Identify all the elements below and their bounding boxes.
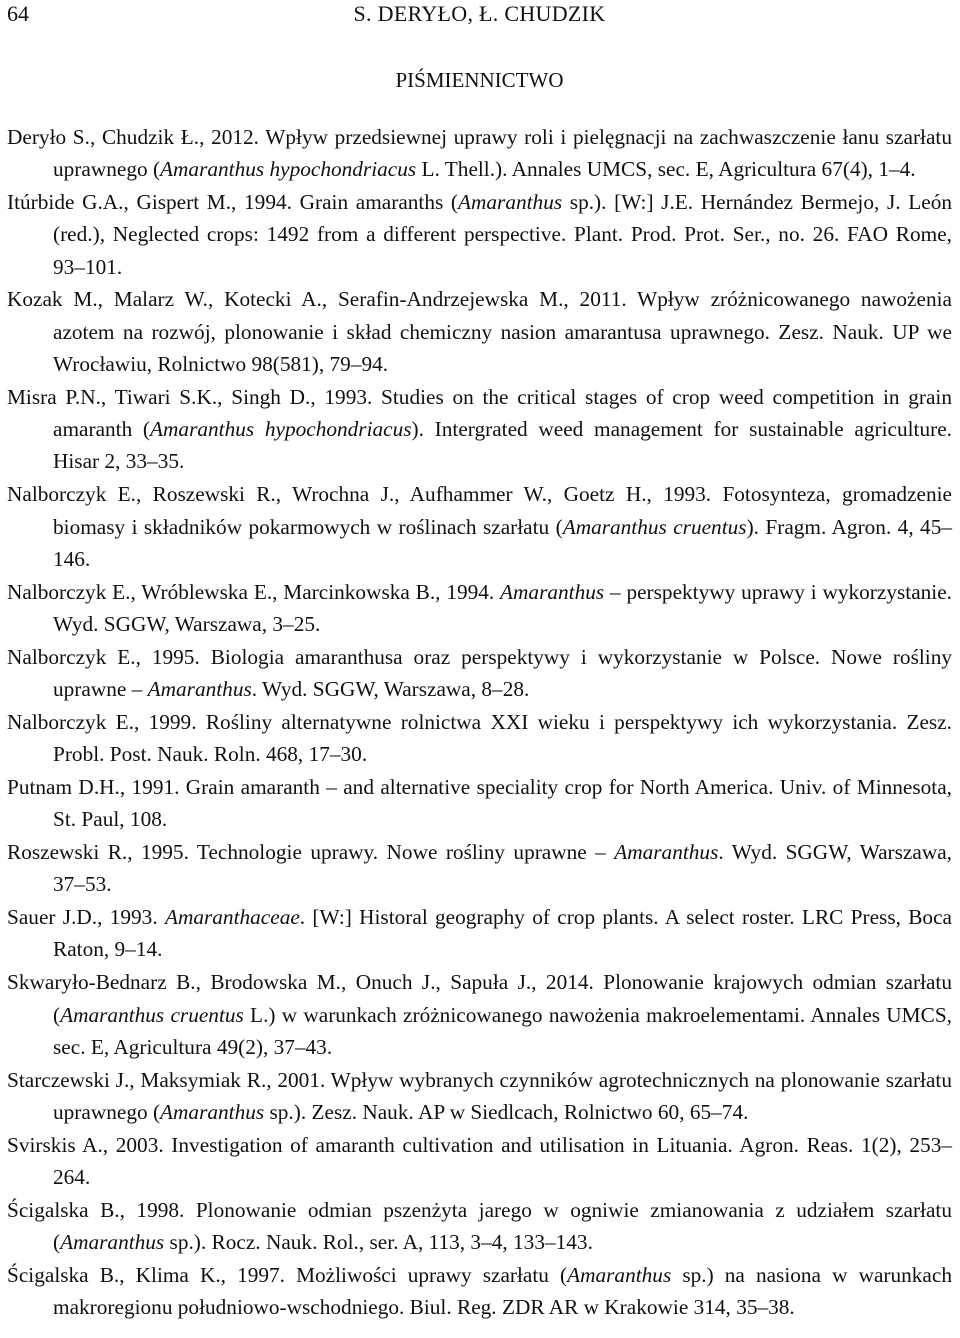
reference-italic-text: Amaranthus <box>614 840 719 865</box>
reference-text: Nalborczyk E., 1999. Rośliny alternatywne rolnictwa XXI wieku i perspektywy ich wykorzystania. Zesz. Probl. Post. Nauk. Roln. 468, 17–30. <box>7 709 952 767</box>
reference-italic-text: Amaranthus hypochondriacus <box>150 417 412 442</box>
reference-italic-text: Amaranthus <box>500 579 605 604</box>
reference-text: Kozak M., Malarz W., Kotecki A., Serafin-Andrzejewska M., 2011. Wpływ zróżnicowanego nawożenia azotem na rozwój, plonowanie i skład chemiczny nasion amarantusa uprawnego. Zesz. Nauk. UP we Wrocławiu, Rolnictwo 98(581), 79–94. <box>7 287 952 377</box>
reference-entry <box>7 901 952 966</box>
reference-text: Ścigalska B., Klima K., 1997. Możliwości uprawy szarłatu ( <box>7 1262 568 1287</box>
reference-entry <box>7 381 952 478</box>
reference-text: sp.). Zesz. Nauk. AP w Siedlcach, Rolnictwo 60, 65–74. <box>264 1099 749 1124</box>
reference-italic-text: Amaranthaceae <box>164 905 300 930</box>
reference-italic-text: Amaranthus <box>160 1099 265 1124</box>
reference-entry <box>7 1194 952 1259</box>
reference-text: Nalborczyk E., 1995. Biologia amaranthusa oraz perspektywy i wykorzystanie w Polsce. Nowe rośliny uprawne – <box>7 644 952 702</box>
reference-text: – perspektywy uprawy i wykorzystanie. Wyd. SGGW, Warszawa, 3–25. <box>53 579 952 636</box>
reference-entry <box>7 966 952 1063</box>
reference-italic-text: Amaranthus <box>458 190 563 215</box>
reference-text: Misra P.N., Tiwari S.K., Singh D., 1993. Studies on the critical stages of crop weed competition in grain amaranth ( <box>7 384 952 442</box>
reference-text: ). Intergrated weed management for sustainable agriculture. Hisar 2, 33–35. <box>53 417 952 474</box>
reference-entry <box>7 706 952 771</box>
reference-entry <box>7 576 952 641</box>
reference-text: Nalborczyk E., Wróblewska E., Marcinkowska B., 1994. <box>7 579 501 604</box>
reference-text: Starczewski J., Maksymiak R., 2001. Wpływ wybranych czynników agrotechnicznych na plonowanie szarłatu uprawnego ( <box>7 1067 952 1124</box>
reference-entry <box>7 283 952 380</box>
section-title: PIŚMIENNICTWO <box>395 68 564 92</box>
running-header <box>7 0 952 37</box>
reference-text: Deryło S., Chudzik Ł., 2012. Wpływ przedsiewnej uprawy roli i pielęgnacji na zachwaszczenie łanu szarłatu uprawnego ( <box>7 125 952 182</box>
reference-text: L.) w warunkach zróżnicowanego nawożenia makroelementami. Annales UMCS, sec. E, Agricultura 49(2), 37–43. <box>53 1002 952 1059</box>
reference-text: ). Fragm. Agron. 4, 45–146. <box>53 514 952 571</box>
reference-text: Svirskis A., 2003. Investigation of amaranth cultivation and utilisation in Lituania. Agron. Reas. 1(2), 253–264. <box>7 1132 952 1189</box>
reference-text: Putnam D.H., 1991. Grain amaranth – and alternative speciality crop for North America. Univ. of Minnesota, St. Paul, 108. <box>7 774 952 832</box>
running-title: S. DERYŁO, Ł. CHUDZIK <box>353 1 606 26</box>
page-number: 64 <box>7 1 29 26</box>
reference-text: . Wyd. SGGW, Warszawa, 8–28. <box>251 677 530 702</box>
reference-entry <box>7 641 952 706</box>
reference-text: Nalborczyk E., Roszewski R., Wrochna J., Aufhammer W., Goetz H., 1993. Fotosynteza, gromadzenie biomasy i składników pokarmowych w roślinach szarłatu ( <box>7 482 952 539</box>
reference-text: Ścigalska B., 1998. Plonowanie odmian pszenżyta jarego w ogniwie zmianowania z udziałem szarłatu ( <box>7 1197 952 1255</box>
reference-entry <box>7 1129 952 1194</box>
reference-entry <box>7 478 952 575</box>
reference-text: Itúrbide G.A., Gispert M., 1994. Grain amaranths ( <box>7 190 459 215</box>
reference-entry <box>7 771 952 836</box>
reference-text: . Wyd. SGGW, Warszawa, 37–53. <box>53 840 952 897</box>
reference-text: L. Thell.). Annales UMCS, sec. E, Agricultura 67(4), 1–4. <box>416 157 916 182</box>
reference-entry <box>7 1259 952 1324</box>
reference-entry <box>7 1064 952 1129</box>
reference-italic-text: Amaranthus cruentus <box>60 1002 244 1027</box>
reference-italic-text: Amaranthus <box>147 677 252 702</box>
reference-text: Roszewski R., 1995. Technologie uprawy. Nowe rośliny uprawne – <box>7 840 615 865</box>
reference-italic-text: Amaranthus cruentus <box>562 514 747 539</box>
reference-entry <box>7 186 952 283</box>
reference-text: sp.). Rocz. Nauk. Rol., ser. A, 113, 3–4, 133–143. <box>164 1230 593 1255</box>
reference-entry <box>7 121 952 186</box>
reference-text: Skwaryło-Bednarz B., Brodowska M., Onuch J., Sapuła J., 2014. Plonowanie krajowych odmian szarłatu ( <box>7 970 952 1027</box>
reference-entry <box>7 836 952 901</box>
reference-text: Sauer J.D., 1993. <box>7 905 165 930</box>
reference-text: sp.). [W:] J.E. Hernández Bermejo, J. León (red.), Neglected crops: 1492 from a different perspective. Plant. Prod. Prot. Ser., no. 26. FAO Rome, 93–101. <box>53 190 952 279</box>
reference-list <box>7 121 952 1323</box>
reference-italic-text: Amaranthus hypochondriacus <box>160 157 417 182</box>
reference-italic-text: Amaranthus <box>567 1262 672 1287</box>
reference-text: . [W:] Historal geography of crop plants. A select roster. LRC Press, Boca Raton, 9–14. <box>53 905 952 962</box>
reference-italic-text: Amaranthus <box>60 1230 165 1255</box>
reference-text: sp.) na nasiona w warunkach makroregionu południowo-wschodniego. Biul. Reg. ZDR AR w Krakowie 314, 35–38. <box>53 1262 952 1320</box>
